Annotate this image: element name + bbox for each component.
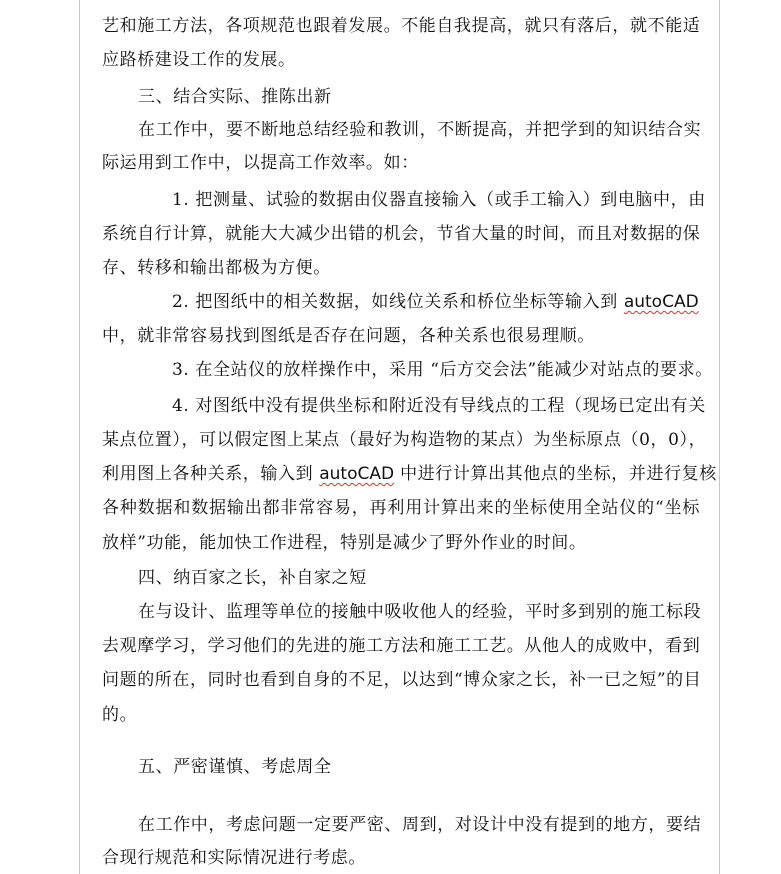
paragraph-line: 的。 (102, 705, 138, 725)
paragraph-line: 应路桥建设工作的发展。 (102, 50, 296, 70)
page-left-edge (79, 0, 80, 874)
paragraph-line: 合现行规范和实际情况进行考虑。 (102, 848, 366, 868)
text-run: 2. 把图纸中的相关数据，如线位关系和桥位坐标等输入到 (172, 292, 624, 312)
list-item-line: 中，就非常容易找到图纸是否存在问题，各种关系也很易理顺。 (102, 326, 595, 346)
section-heading: 五、严密谨慎、考虑周全 (138, 757, 332, 777)
list-item-line: 放样”功能，能加快工作进程，特别是减少了野外作业的时间。 (102, 533, 587, 553)
paragraph-line: 去观摩学习，学习他们的先进的施工方法和施工工艺。从他人的成败中，看到 (102, 636, 701, 656)
list-item-line: 某点位置），可以假定图上某点（最好为构造物的某点）为坐标原点（0，0）， (102, 430, 707, 450)
list-item-line (102, 463, 717, 485)
paragraph-line: 在工作中，考虑问题一定要严密、周到，对设计中没有提到的地方，要结 (138, 815, 702, 835)
list-item-line: 各种数据和数据输出都非常容易，再利用计算出来的坐标使用全站仪的“坐标 (102, 498, 700, 518)
paragraph-line: 在与设计、监理等单位的接触中吸收他人的经验，平时多到别的施工标段 (138, 602, 702, 622)
list-item-line: 存、转移和输出都极为方便。 (102, 258, 331, 278)
section-heading: 四、纳百家之长，补自家之短 (138, 568, 367, 588)
paragraph-line: 艺和施工方法，各项规范也跟着发展。不能自我提高，就只有落后，就不能适 (102, 16, 701, 36)
paragraph-line: 在工作中，要不断地总结经验和教训，不断提高，并把学到的知识结合实 (138, 120, 702, 140)
list-item-line (172, 291, 700, 313)
section-heading: 三、结合实际、推陈出新 (138, 87, 332, 107)
paragraph-line: 问题的所在，同时也看到自身的不足，以达到“博众家之长，补一已之短”的目 (102, 670, 702, 690)
text-run: 利用图上各种关系，输入到 (102, 464, 320, 484)
paragraph-line: 际运用到工作中，以提高工作效率。如： (102, 153, 419, 173)
spellcheck-word[interactable]: autoCAD (319, 464, 395, 484)
text-run: 中进行计算出其他点的坐标，并进行复核 (394, 464, 717, 484)
list-item-line: 系统自行计算，就能大大减少出错的机会，节省大量的时间，而且对数据的保 (102, 224, 701, 244)
spellcheck-word[interactable]: autoCAD (623, 292, 699, 312)
list-item-line: 4. 对图纸中没有提供坐标和附近没有导线点的工程（现场已定出有关 (172, 396, 706, 416)
list-item-line: 3. 在全站仪的放样操作中，采用 “后方交会法”能减少对站点的要求。 (172, 360, 713, 380)
list-item-line: 1. 把测量、试验的数据由仪器直接输入（或手工输入）到电脑中，由 (172, 190, 706, 210)
page-right-edge (719, 0, 720, 874)
